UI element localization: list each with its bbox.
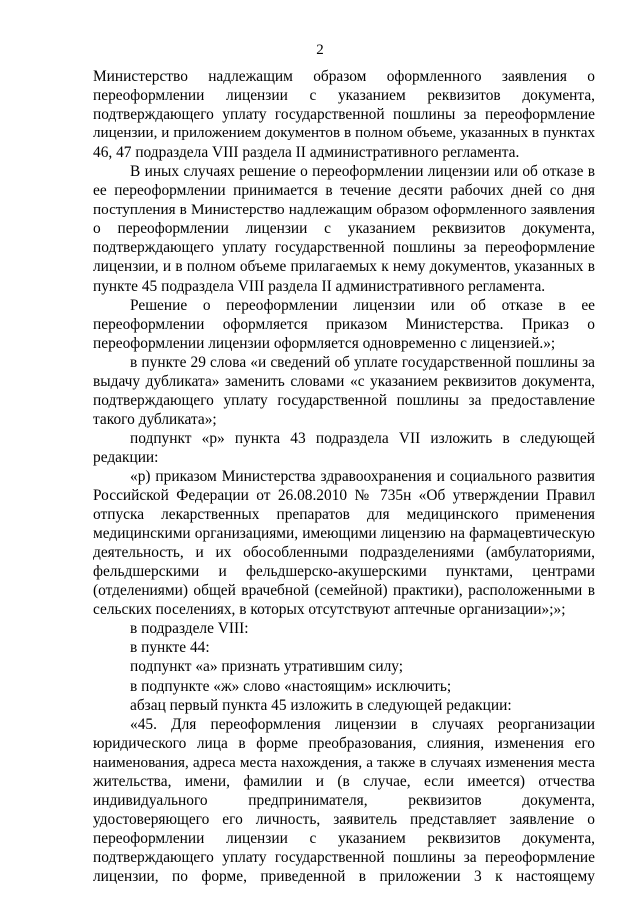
text-line: такого дубликата»; [93,410,217,428]
text-line: подпункт «а» признать утратившим силу; [130,658,404,676]
text-line: удостоверяющего его личность, заявитель представляет заявление о [93,810,595,828]
text-line: в пункте 29 слова «и сведений об уплате государственной пошлины за [130,353,595,371]
paragraph [93,619,595,638]
text-line: переоформлении оформляется приказом Министерства. Приказ о [93,315,595,333]
paragraph [93,162,595,295]
text-line: о переоформлении лицензии с указанием реквизитов документа, [93,220,595,238]
text-line: юридического лица в форме преобразования, слияния, изменения его [93,734,595,752]
text-line: лицензии, и в полном объеме прилагаемых к нему документов, указанных в [93,258,595,276]
text-line: «р) приказом Министерства здравоохранения и социального развития [130,467,595,485]
text-line: абзац первый пункта 45 изложить в следующей редакции: [130,696,512,714]
text-line: «45. Для переоформления лицензии в случаях реорганизации [130,715,595,733]
text-line: фельдшерскими и фельдшерско-акушерскими пунктами, центрами [93,563,595,581]
text-line: переоформлении лицензии с указанием реквизитов документа, [93,829,595,847]
text-line: ее переоформлении принимается в течение десяти рабочих дней со дня [93,182,595,200]
text-line: 46, 47 подраздела VIII раздела II административного регламента. [93,144,520,162]
page-number: 2 [316,42,324,58]
text-line: медицинскими организациями, имеющими лицензию на фармацевтическую [93,525,595,543]
text-line: переоформлении лицензии оформляется одновременно с лицензией.»; [93,334,556,352]
text-line: жительства, имени, фамилии и (в случае, если имеется) отчества [93,772,595,790]
text-line: подтверждающего уплату государственной пошлины за переоформление [93,106,595,124]
text-line: деятельность, и их обособленными подразделениями (амбулаториями, [93,544,595,562]
paragraph [93,638,595,657]
text-line: В иных случаях решение о переоформлении лицензии или об отказе в [130,163,595,181]
text-line: подпункт «р» пункта 43 подраздела VII изложить в следующей [130,429,595,447]
text-line: наименования, адреса места нахождения, а также в случаях изменения места [93,753,595,771]
text-line: в пункте 44: [130,639,210,657]
text-line: в подпункте «ж» слово «настоящим» исключить; [130,677,452,695]
text-line: редакции: [93,448,159,466]
text-line: подтверждающего уплату государственной пошлины за переоформление [93,848,595,866]
text-line: поступления в Министерство надлежащим образом оформленного заявления [93,201,595,219]
text-line: переоформлении лицензии с указанием реквизитов документа, [93,87,595,105]
text-line: в подразделе VIII: [130,620,249,638]
text-line: индивидуального предпринимателя, реквизитов документа, [93,791,595,809]
document-body [93,67,595,886]
text-line: подтверждающего уплату государственной пошлины за переоформление [93,239,595,257]
paragraph [93,677,595,696]
paragraph [93,715,595,886]
text-line: лицензии, и приложением документов в полном объеме, указанных в пунктах [93,125,595,142]
text-line: лицензии, по форме, приведенной в приложении 3 к настоящему [93,867,595,885]
text-line: (отделениями) общей врачебной (семейной) практики), расположенными в [93,582,595,600]
text-line: Решение о переоформлении лицензии или об отказе в ее [130,296,595,314]
paragraph [93,296,595,353]
text-line: Российской Федерации от 26.08.2010 № 735н «Об утверждении Правил [93,487,595,505]
text-line: отпуска лекарственных препаратов для медицинского применения [93,506,595,524]
paragraph [93,67,595,162]
text-line: Министерство надлежащим образом оформленного заявления о [93,68,595,85]
paragraph [93,696,595,715]
text-line: сельских поселениях, в которых отсутствуют аптечные организации»;»; [93,601,566,619]
text-line: подтверждающего уплату государственной пошлины за предоставление [93,391,595,409]
paragraph [93,657,595,676]
paragraph [93,353,595,429]
text-line: пункте 45 подраздела VIII раздела II административного регламента. [93,277,546,295]
text-line: выдачу дубликата» заменить словами «с указанием реквизитов документа, [93,372,595,390]
paragraph [93,467,595,619]
paragraph [93,429,595,467]
